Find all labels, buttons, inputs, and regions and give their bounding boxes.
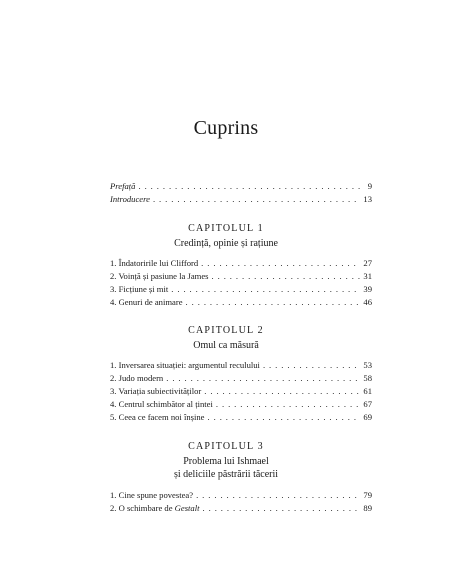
toc-entry-page: 61	[363, 386, 372, 396]
toc-entry	[110, 503, 372, 514]
toc-entry	[110, 271, 372, 282]
dot-leader	[214, 399, 360, 410]
dot-leader	[199, 258, 360, 269]
toc-entry-page: 13	[363, 194, 372, 204]
toc-entry-label	[110, 503, 201, 514]
toc-entry-page: 69	[363, 412, 372, 422]
toc-entry-label: 1. Îndatoririle lui Clifford	[110, 258, 199, 268]
toc-entry-page: 89	[363, 503, 372, 513]
toc-entry	[110, 373, 372, 384]
toc-entry	[110, 412, 372, 423]
dot-leader	[169, 284, 360, 295]
dot-leader	[194, 490, 360, 501]
dot-leader	[206, 412, 361, 423]
chapter-2-label: CAPITOLUL 2	[188, 325, 264, 336]
toc-entry-label: 4. Centrul schimbător al țintei	[110, 399, 213, 409]
chapter-3-title-line-2: și deliciile păstrării tăcerii	[173, 469, 279, 480]
page-title: Cuprins	[193, 117, 259, 139]
toc-entry-page: 31	[363, 271, 372, 281]
toc-entry	[110, 284, 372, 295]
chapter-3-title-line-1: Problema lui Ishmael	[183, 456, 269, 467]
toc-entry-label: Prefață	[110, 181, 136, 191]
dot-leader	[164, 373, 360, 384]
dot-leader	[210, 271, 361, 282]
dot-leader	[136, 181, 360, 192]
chapter-1-label: CAPITOLUL 1	[188, 223, 264, 234]
toc-entry-label: 3. Ficțiune și mit	[110, 284, 169, 294]
chapter-2-title: Omul ca măsură	[193, 340, 259, 351]
toc-entry-preface	[110, 181, 372, 192]
chapter-3-label: CAPITOLUL 3	[188, 441, 264, 452]
toc-entry-introduction	[110, 194, 372, 205]
toc-entry-page: 58	[363, 373, 372, 383]
toc-entry-page: 39	[363, 284, 372, 294]
toc-entry-label: 2. Voință și pasiune la James	[110, 271, 209, 281]
dot-leader	[151, 194, 360, 205]
toc-entry-page: 9	[367, 181, 372, 191]
toc-entry-page: 53	[363, 360, 372, 370]
toc-entry-label: 2. Judo modern	[110, 373, 164, 383]
dot-leader	[184, 297, 360, 308]
toc-entry-label: 1. Cine spune povestea?	[110, 490, 194, 500]
toc-entry	[110, 258, 372, 269]
toc-entry-label: Introducere	[110, 194, 150, 204]
toc-entry	[110, 490, 372, 501]
toc-entry-page: 46	[363, 297, 372, 307]
toc-entry-page: 79	[363, 490, 372, 500]
toc-entry-label: 1. Inversarea situației: argumentul reculului	[110, 360, 260, 370]
dot-leader	[201, 503, 361, 514]
toc-entry-label-prefix: 2. O schimbare de	[110, 503, 175, 513]
toc-entry-label: 3. Variația subiectivităților	[110, 386, 202, 396]
toc-entry	[110, 386, 372, 397]
chapter-1-title: Credință, opinie și rațiune	[174, 238, 278, 249]
toc-entry	[110, 297, 372, 308]
toc-entry-page: 27	[363, 258, 372, 268]
toc-entry-label-italic: Gestalt	[174, 503, 200, 513]
dot-leader	[202, 386, 360, 397]
toc-entry	[110, 399, 372, 410]
toc-entry	[110, 360, 372, 371]
dot-leader	[261, 360, 360, 371]
toc-entry-page: 67	[363, 399, 372, 409]
toc-entry-label: 4. Genuri de animare	[110, 297, 183, 307]
toc-entry-label: 5. Ceea ce facem noi înșine	[110, 412, 205, 422]
